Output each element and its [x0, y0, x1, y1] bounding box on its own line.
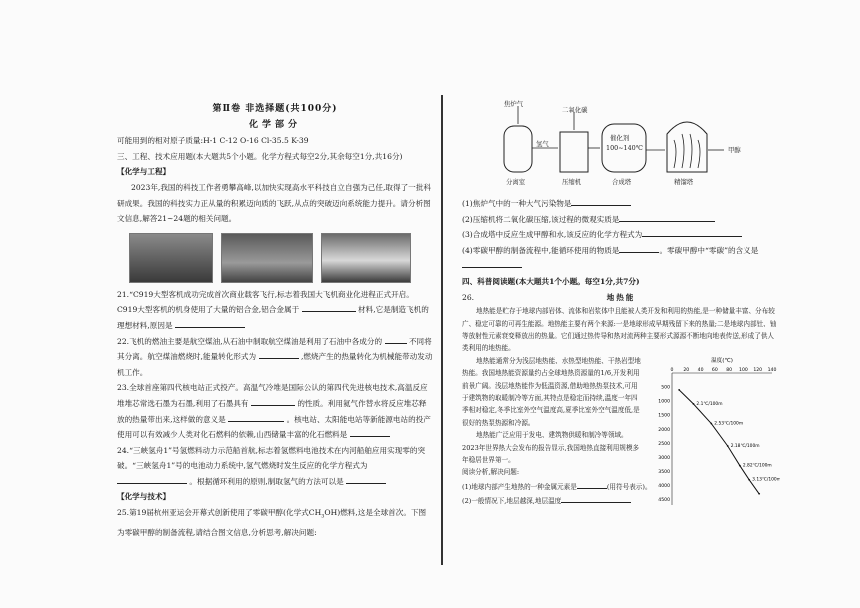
- label-catalyst: 催化剂: [610, 134, 630, 142]
- question-21: [117, 287, 433, 334]
- y-tick-label: 3000: [658, 455, 670, 461]
- label-temp: 100~140℃: [606, 144, 643, 152]
- x-tick-label: 100: [739, 367, 748, 373]
- q22-blank-2[interactable]: [259, 349, 299, 359]
- label-coke-gas: 焦炉气: [504, 100, 524, 108]
- label-methanol: 甲醇: [728, 146, 741, 154]
- compressor-shape: [560, 132, 588, 172]
- geo-q1-blank[interactable]: [577, 479, 607, 489]
- section-3-heading: 三、工程、技术应用题(本大题共5个小题。化学方程式每空2分,其余每空1分,共16分): [117, 151, 403, 161]
- x-tick-label: 140: [767, 367, 777, 373]
- label-sep-room: 分离室: [506, 178, 526, 186]
- data-point: [678, 389, 680, 391]
- geo-q1-text: (1)地球内部产生地热的一种金属元素是: [462, 482, 577, 491]
- nuclear-plant-photo: [221, 233, 313, 283]
- gradient-annotation: 2.53℃/100m: [714, 421, 744, 427]
- y-tick-label: 3500: [658, 469, 670, 475]
- geo-read-prompt: 阅读分析,解决问题:: [462, 468, 520, 477]
- label-distill-tower: 精馏塔: [674, 178, 694, 186]
- label-compressor: 压缩机: [562, 178, 582, 186]
- gradient-annotation: 2.18℃/100m: [730, 443, 760, 449]
- q21-blank-2[interactable]: [175, 318, 245, 328]
- q25-4-text-a: (4)零碳甲醇的制备流程中,能循环使用的物质是: [462, 245, 620, 255]
- q22-text-c: ,燃烧产生的热量转化为机械能带动发动机工作。: [117, 352, 433, 377]
- q23-text-a: 23.全球首座第四代核电站正式投产。高温气冷堆是国际公认的第四代先进核电技术,高温反应堆堆芯常选石墨为石墨,利用了石墨具有: [117, 383, 428, 408]
- hydrogen-ship-photo: [321, 233, 411, 283]
- q26-number: 26.: [462, 292, 475, 302]
- section-4-heading: 四、科普阅读题(本大题共1个小题。每空1分,共7分): [462, 276, 640, 286]
- y-tick-label: 2500: [658, 441, 670, 447]
- airplane-photo: [129, 233, 213, 283]
- q25-part-4: [462, 243, 780, 274]
- section-title: 第Ⅱ卷 非选择题(共100分): [212, 104, 338, 114]
- data-point: [748, 479, 750, 481]
- question-24: [117, 443, 433, 490]
- y-tick-label: 1500: [658, 413, 670, 419]
- geo-paragraph-3: 地热能广泛应用于发电、建筑物供暖和制冷等领域。2023年世界热大会发布的报告显示,我国地热直接利用规模多年稳居世界第一。: [462, 431, 640, 465]
- label-h2: 氢气: [536, 140, 549, 148]
- left-column: [117, 100, 433, 541]
- atomic-mass: 可能用到的相对原子质量:H-1 C-12 O-16 Cl-35.5 K-39: [117, 136, 309, 146]
- data-point: [727, 445, 729, 447]
- q25-part-1: [462, 196, 780, 212]
- depth-temperature-chart: [648, 355, 780, 515]
- label-synthesis-tower: 合成塔: [612, 178, 632, 186]
- x-tick-label: 20: [683, 367, 690, 373]
- geo-paragraph-1: 地热能是贮存于地球内部岩体、流体和岩浆体中且能被人类开发和利用的热能,是一种储量丰富、分布较广、稳定可靠的可再生能源。地热能主要有两个来源:一是地球形成早期残留下来的热量;二是地球内部钍、铀等放射性元素衰变释放出的热量。它们通过热传导和热对流两种主要形式源源不断地向地表传送,形成了供人类利用的地热能。: [462, 307, 777, 353]
- q25-1-blank[interactable]: [571, 196, 631, 206]
- y-tick-label: 500: [661, 385, 670, 391]
- q23-blank-2[interactable]: [228, 412, 284, 422]
- y-tick-label: 1000: [658, 399, 670, 405]
- data-point: [693, 403, 695, 405]
- tag-chem-technology: 【化学与技术】: [117, 492, 171, 502]
- q25-part-2: [462, 212, 780, 228]
- methanol-flow-diagram: [462, 100, 780, 192]
- q25-2-text: (2)压缩机将二氧化碳压缩,该过程的微观实质是: [462, 214, 620, 224]
- question-23: [117, 380, 433, 442]
- q25-3-text: (3)合成塔中反应生成甲醇和水,该反应的化学方程式为: [462, 230, 643, 240]
- q25-1-text: (1)焦炉气中的一种大气污染物是: [462, 199, 572, 208]
- data-point: [739, 465, 741, 467]
- q21-text-a: 21.“C919大型客机成功完成首次商业载客飞行,标志着我国大飞机商业化进程正式开启。C919大型客机的机身使用了大量的铝合金,铝合金属于: [117, 289, 414, 315]
- gradient-annotation: 2.1℃/100m: [696, 401, 723, 407]
- q25-3-blank[interactable]: [642, 227, 742, 237]
- label-co2: 二氧化碳: [562, 106, 588, 114]
- q23-text-b: 的性质。利用氦气作替水将反应堆芯释放的热量带出来,这样做的意义是: [117, 398, 427, 424]
- q22-blank-1[interactable]: [385, 334, 407, 344]
- q21-blank-1[interactable]: [302, 302, 356, 312]
- part-title: 化学部分: [248, 119, 301, 130]
- gradient-annotation: 2.82℃/100m: [742, 463, 772, 469]
- x-tick-label: 80: [726, 367, 733, 373]
- column-divider: [441, 95, 443, 565]
- geo-title: 地热能: [606, 292, 636, 302]
- right-column: [462, 100, 780, 508]
- q24-text-a: 24.“三峡氢舟1”号氢燃料动力示范船首航,标志着氢燃料电池技术在内河船舶应用实现零的突破。“三峡氢舟1”号的电池动力系统中,氢气燃烧时发生反应的化学方程式为: [117, 445, 426, 471]
- gradient-annotation: 3.13℃/100m: [752, 477, 780, 483]
- q25-4-blank-2[interactable]: [462, 258, 522, 268]
- photo-strip: [129, 233, 433, 281]
- geo-q2-text: (2)一般情况下,地层越深,地层温度: [462, 497, 562, 506]
- q25-text-a: 25.第19届杭州亚运会开幕式创新使用了零碳甲醇(化学式CH: [117, 508, 322, 518]
- q24-blank-2[interactable]: [346, 474, 386, 484]
- chart-title: 温度(℃): [711, 357, 733, 364]
- y-tick-label: 4500: [658, 497, 670, 503]
- depth-temperature-svg: [648, 355, 780, 515]
- data-point: [758, 493, 760, 495]
- q25-4-text-b: 。零碳甲醇中“零碳”的含义是: [659, 245, 759, 255]
- q22-text-a: 22.飞机的燃油主要是航空煤油,从石油中制取航空煤油是利用了石油中各成分的: [117, 336, 383, 346]
- x-tick-label: 0: [670, 367, 674, 373]
- geothermal-article: [462, 290, 780, 508]
- q25-2-blank[interactable]: [619, 212, 715, 222]
- question-25: [117, 505, 433, 541]
- q24-blank-1[interactable]: [117, 474, 187, 484]
- q23-blank-3[interactable]: [350, 427, 390, 437]
- q23-text-c: 。核电站、太阳能电站等新能源电站的投产使用可以有效减少人类对化石燃料的依赖,山西储量丰富的化石燃料是: [117, 414, 431, 440]
- geo-q1-suffix: (用符号表示)。: [606, 482, 652, 491]
- geo-paragraph-2: 地热能通常分为浅层地热能、水热型地热能、干热岩型地热能。我国地热能资源量约占全球地热资源量的1/6,开发利用前景广阔。浅层地热能作为低温资源,借助地热热泵技术,可用于建筑物的取暖制冷等方面,其特点是稳定而持续,温度一年四季相对稳定,冬季比室外空气温度高,夏季比室外空气温度低,是很好的热泵热源和冷源。: [462, 356, 641, 427]
- question-22: [117, 334, 433, 381]
- q25-4-blank-1[interactable]: [619, 243, 659, 253]
- y-tick-label: 4000: [658, 483, 670, 489]
- q22-text-b: 不同将其分离。航空煤油燃烧时,能量转化形式为: [117, 336, 432, 362]
- q21-text-b: 材料,它是制造飞机的理想材料,原因是: [117, 305, 429, 330]
- q25-text-b: OH)燃料,这是全球首次。下图为零碳甲醇的制备流程,请结合图文信息,分析思考,解决问题:: [117, 508, 427, 538]
- q25-part-3: [462, 227, 780, 243]
- q25-subscript: 3: [321, 513, 325, 520]
- x-tick-label: 60: [711, 367, 718, 373]
- separation-chamber-shape: [504, 126, 532, 172]
- data-point: [710, 422, 712, 424]
- x-tick-label: 40: [697, 367, 704, 373]
- intro-paragraph: 2023年,我国的科技工作者勇攀高峰,以加快实现高水平科技自立自强为己任,取得了一批科研成果。我国的科技实力正从量的积累迈向质的飞跃,从点的突破迈向系统能力提升。请分析图文信息,解答21~24题的相关问题。: [117, 182, 431, 224]
- y-tick-label: 2000: [658, 427, 670, 433]
- geo-q2-blank[interactable]: [561, 493, 631, 503]
- tag-chem-engineering: 【化学与工程】: [117, 167, 171, 177]
- distillation-tower-shape: [667, 122, 707, 172]
- q24-text-b: 。根据循环利用的原则,制取氢气的方法可以是: [189, 476, 344, 486]
- x-tick-label: 120: [753, 367, 763, 373]
- q23-blank-1[interactable]: [251, 396, 295, 406]
- distillation-coils: [674, 134, 700, 168]
